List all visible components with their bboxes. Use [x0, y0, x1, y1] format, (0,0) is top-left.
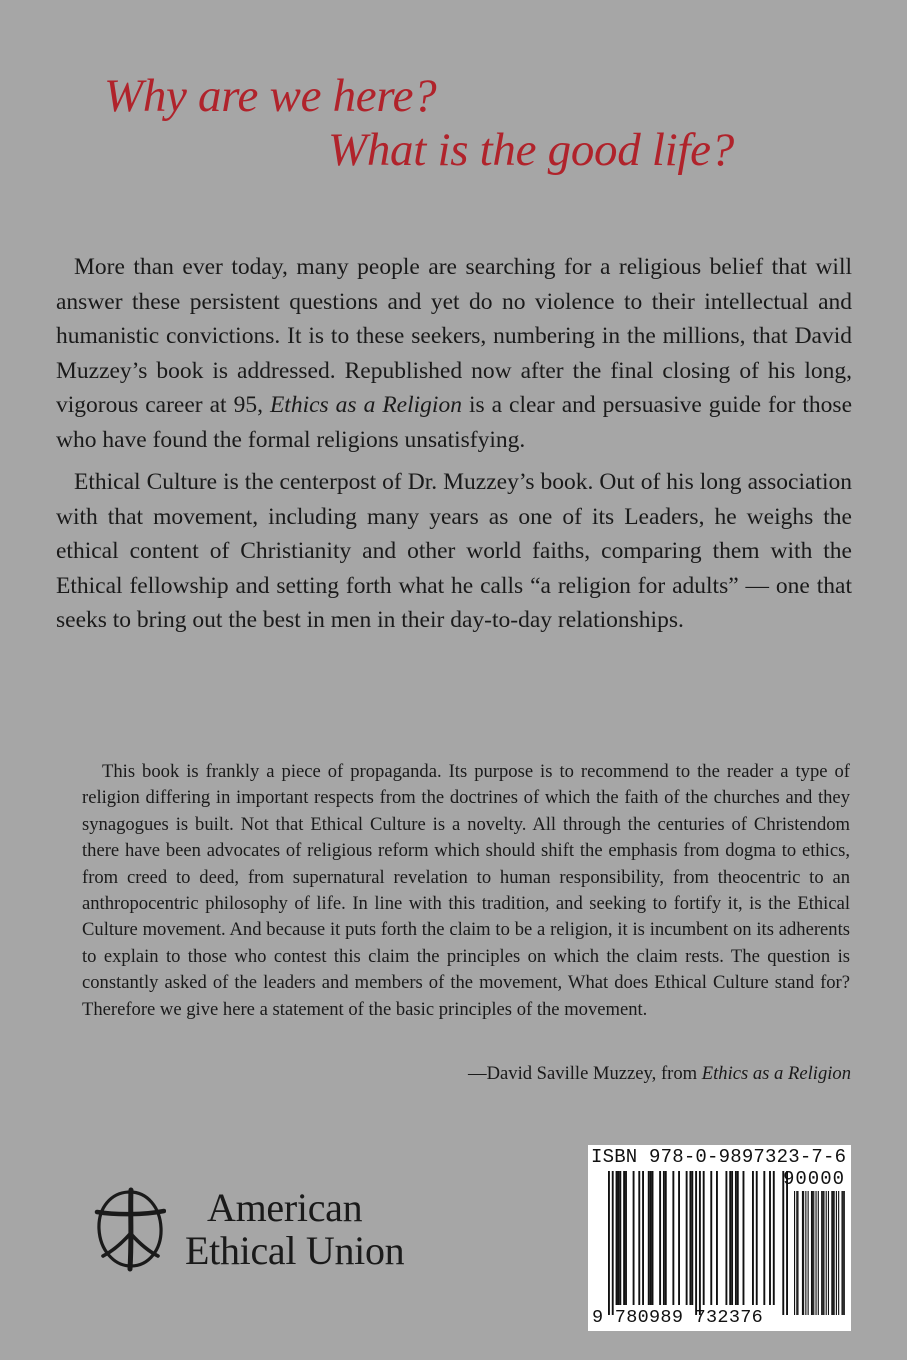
- barcode-bar: [773, 1171, 775, 1305]
- blurb-text-1b: is a clear and persuasive guide for those who have found the formal religions unsatisfying.: [56, 392, 852, 453]
- blurb-text-1a: More than ever today, many people are searching for a religious belief that will answer these persistent questions and yet do no violence to their intellectual and humanistic convictions. It is to these seekers, numbering in the millions, that David Muzzey’s book is addressed. Republished now after the final closing of his long, vigorous career at 95,: [56, 254, 852, 418]
- publisher-name-line-2: Ethical Union: [185, 1228, 405, 1273]
- excerpt-attribution: [468, 1061, 851, 1087]
- blurb-paragraph-2: Ethical Culture is the centerpost of Dr. Muzzey’s book. Out of his long association with that movement, including many years as one of its Leaders, he weighs the ethical content of Christianity and other world faiths, comparing them with the Ethical fellowship and setting forth what he calls “a religion for adults” — one that seeks to bring out the best in men in their day-to-day relationships.: [56, 469, 852, 633]
- barcode-bar: [716, 1171, 718, 1305]
- barcode-bar: [813, 1191, 814, 1315]
- american-ethical-union-logo-icon: [94, 1186, 166, 1272]
- barcode-bar: [808, 1191, 809, 1315]
- blurb: [56, 250, 852, 638]
- barcode-bar: [823, 1191, 824, 1315]
- barcode-bar: [665, 1171, 667, 1305]
- barcode-bar: [812, 1191, 813, 1315]
- barcode-bar: [841, 1191, 842, 1315]
- barcode-bar: [735, 1171, 737, 1305]
- barcode-bar: [648, 1171, 650, 1305]
- barcode-bar: [763, 1171, 765, 1305]
- headline-line-1: Why are we here?: [104, 70, 437, 122]
- book-title-inline: Ethics as a Religion: [269, 392, 462, 418]
- isbn-label: ISBN 978-0-9897323-7-6: [591, 1146, 847, 1168]
- barcode-bar: [731, 1171, 733, 1305]
- barcode-bar: [725, 1171, 727, 1305]
- barcode-bar: [803, 1191, 804, 1315]
- ean-digits: 9 780989 732376: [592, 1307, 764, 1328]
- attribution-title: Ethics as a Religion: [701, 1063, 851, 1084]
- publisher-name-line-1: American: [207, 1185, 363, 1230]
- barcode-bar: [652, 1171, 654, 1305]
- barcode-bar: [663, 1171, 665, 1305]
- barcode-bar: [794, 1191, 795, 1315]
- barcode-bar: [699, 1171, 701, 1315]
- barcode-bar: [843, 1191, 844, 1315]
- barcode-bar: [650, 1171, 652, 1305]
- barcode-bar: [638, 1171, 640, 1305]
- price-code: 90000: [782, 1168, 845, 1190]
- barcode-bar: [838, 1191, 839, 1315]
- barcode-bar: [782, 1171, 784, 1315]
- barcode-bar: [737, 1171, 739, 1305]
- isbn-barcode: [588, 1145, 851, 1331]
- barcode-bar: [689, 1171, 691, 1305]
- barcode-bar: [729, 1171, 731, 1305]
- barcode-bar: [616, 1171, 618, 1305]
- barcode-bar: [836, 1191, 837, 1315]
- barcode-bar: [703, 1171, 705, 1305]
- excerpt-text: This book is frankly a piece of propaganda. Its purpose is to recommend to the reader a type of religion differing in important respects from the doctrines of which the faith of the churches and they synagogues is built. Not that Ethical Culture is a novelty. All through the centuries of Christendom there have been advocates of religious reform which should shift the emphasis from dogma to ethics, from creed to deed, from supernatural revelation to human responsibility, from theocentric to an anthropocentric philosophy of life. In line with this tradition, and seeking to fortify it, is the Ethical Culture movement. And because it puts forth the claim to be a religion, it is incumbent on its adherents to explain to those who contest this claim the principles on which the claim rests. The question is constantly asked of the leaders and members of the movement, What does Ethical Culture stand for? Therefore we give here a statement of the basic principles of the movement.: [82, 761, 850, 1020]
- barcode-bar: [623, 1171, 625, 1305]
- attribution-author: —David Saville Muzzey, from: [468, 1063, 698, 1084]
- barcode-bar: [612, 1171, 614, 1315]
- barcode-bar: [844, 1191, 845, 1315]
- barcode-bar: [691, 1171, 693, 1305]
- barcode-bar: [633, 1171, 635, 1305]
- barcode-bar: [802, 1191, 803, 1315]
- barcode-bar: [805, 1191, 806, 1315]
- barcode-bar: [642, 1171, 644, 1305]
- barcode-bar: [786, 1171, 788, 1315]
- author-excerpt: [82, 759, 850, 1023]
- barcode-bar: [608, 1171, 610, 1315]
- barcode-bar: [625, 1171, 627, 1305]
- barcode-bar: [828, 1191, 829, 1315]
- barcode-bar: [756, 1171, 758, 1305]
- barcode-bar: [834, 1191, 835, 1315]
- barcode-bar: [832, 1191, 833, 1315]
- barcode-bar: [619, 1171, 621, 1305]
- barcode-bar: [831, 1191, 832, 1315]
- barcode-bar: [818, 1191, 819, 1315]
- barcode-bar: [796, 1191, 797, 1315]
- barcode-bar: [743, 1171, 745, 1305]
- blurb-paragraph-1: [56, 250, 852, 457]
- barcode-bar: [826, 1191, 827, 1315]
- headline-line-2: What is the good life?: [328, 124, 734, 176]
- barcode-bar: [672, 1171, 674, 1305]
- barcode-bar: [811, 1191, 812, 1315]
- barcode-bar: [822, 1191, 823, 1315]
- barcode-bar: [678, 1171, 680, 1305]
- barcode-bar: [797, 1191, 798, 1315]
- barcode-bar: [686, 1171, 688, 1305]
- barcode-bar: [710, 1171, 712, 1305]
- barcode-bar: [769, 1171, 771, 1305]
- barcode-bar: [815, 1191, 816, 1315]
- barcode-bar: [695, 1171, 697, 1315]
- barcode-bar: [821, 1191, 822, 1315]
- barcode-bar: [659, 1171, 661, 1305]
- barcode-bar: [752, 1171, 754, 1305]
- barcode-bar: [617, 1171, 619, 1305]
